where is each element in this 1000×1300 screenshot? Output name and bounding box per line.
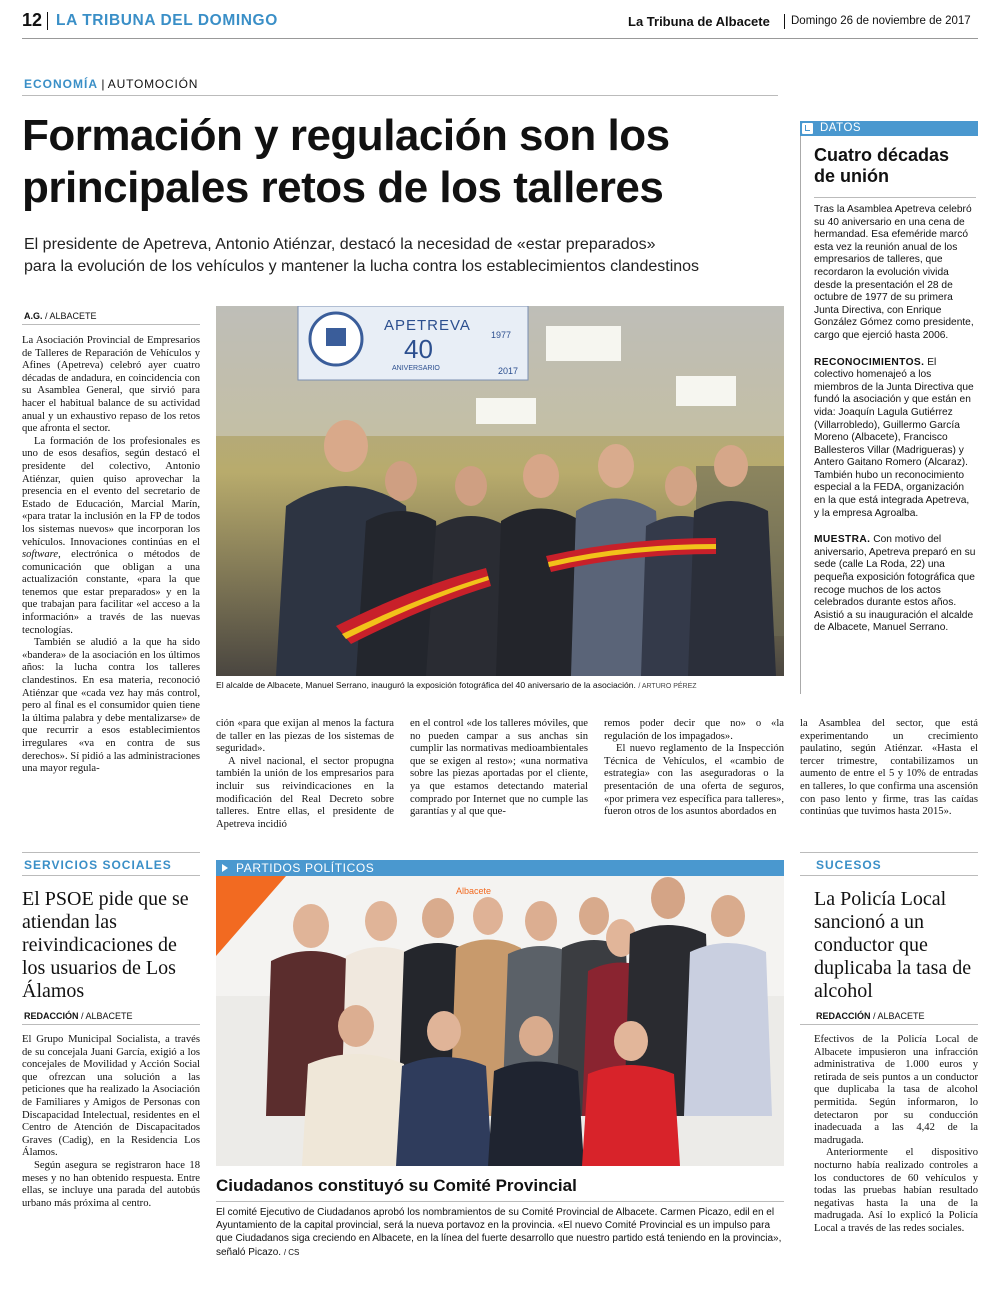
ciudadanos-photo	[216, 876, 784, 1166]
byline-author: REDACCIÓN	[816, 1011, 871, 1021]
main-subhead	[24, 234, 699, 278]
newspaper-name: La Tribuna de Albacete	[628, 14, 770, 29]
datos-tag	[800, 121, 978, 136]
issue-date: Domingo 26 de noviembre de 2017	[791, 15, 971, 27]
photo-credit: / ARTURO PÉREZ	[638, 683, 697, 690]
banner-number: 40	[404, 334, 433, 364]
header-rule	[22, 38, 978, 39]
subhead-line-1: El presidente de Apetreva, Antonio Atiénzar, destacó la necesidad de «estar preparados»	[24, 236, 656, 253]
paragraph: Efectivos de la Policía Local de Albacete impusieron una infracción administrativa de 1.000 euros y retirada de seis puntos a un conductor que duplicaba la tasa de alcohol permitida. Según informaron, lo detectaron por su conducción inadecuada a las 4,42 de la madrugada.	[814, 1034, 978, 1146]
photo-sign: Albacete	[456, 886, 492, 896]
sidebar-paragraph-text: El colectivo homenajeó a los miembros de la Junta Directiva que fundó la asociación y que están en vida: Joaquín Lagula Gutiérrez (Villarrobledo), Guillermo García Moreno (Albacete), Francisco Ballesteros Villar (Madrigueras) y Antero Gaitano Romero (Alcaraz). También hubo un reconocimiento especial a la FEDA, organización en la que está integrada Apetreva, y la empresa Agroalba.	[814, 356, 974, 519]
banner-title: APETREVA	[384, 317, 471, 334]
right-story-headline: La Policía Local sancionó a un conductor que duplicaba la tasa de alcohol	[814, 888, 972, 1002]
main-byline	[24, 311, 97, 321]
left-story-body	[22, 1034, 200, 1210]
main-column-2	[216, 718, 394, 848]
paragraph-text: , electrónica o métodos de comunicación que obligan a una actualización constante, «para la que tenemos que estar preparados» y en la que trabajan para facilitar «el acceso a la información» a través de las nuevas tecnologías.	[22, 549, 200, 636]
left-byline-rule	[22, 1024, 200, 1025]
section-label: ECONOMÍA | AUTOMOCIÓN	[24, 77, 199, 91]
header-separator	[47, 12, 48, 30]
byline-author: REDACCIÓN	[24, 1011, 79, 1021]
left-story-byline	[24, 1011, 133, 1021]
section-rule	[22, 95, 778, 96]
ribbon-cutting-photo	[216, 306, 784, 676]
sidebar-paragraph: Tras la Asamblea Apetreva celebró su 40 aniversario en una cena de hermandad. Esa efeméride marcó esta vez la reunión anual de los empresarios de talleres, que recordaron la evolución vivida desde la presentación el 28 de octubre de 1977 de su primera Junta Directiva, con Enrique González Gómez como presidente, cargo que ejerció hasta 2006.	[814, 204, 974, 341]
center-story-text: El comité Ejecutivo de Ciudadanos aprobó los nombramientos de su Comité Provincial de Albacete. Carmen Picazo, edil en el Ayuntamiento de la capital provincial, será la nueva portavoz en la provincia. «El nuevo Comité Provincial es un impulso para que Ciudadanos siga creciendo en Albacete, en la línea del fuerte desarrollo que nuestro partido está teniendo en la provincia», señaló Picazo.	[216, 1207, 782, 1258]
left-story-headline: El PSOE pide que se atiendan las reivindicaciones de los usuarios de Los Álamos	[22, 888, 189, 1002]
sidebar-label: MUESTRA.	[814, 534, 871, 546]
caption-text: El alcalde de Albacete, Manuel Serrano, inauguró la exposición fotográfica del 40 aniversario de la asociación.	[216, 680, 636, 690]
paragraph: en el control «de los talleres móviles, que no pueden campar a sus anchas sin cumplir las normativas medioambientales que se exigen al resto»; «una normativa sobre las piezas aportadas por el cliente, ya que estamos detectando material comprado por Internet que no cumple las garantías y al que que-	[410, 718, 588, 818]
sidebar-title: Cuatro décadas de unión	[814, 145, 950, 186]
main-column-4	[604, 718, 784, 848]
right-story-byline	[816, 1011, 925, 1021]
sidebar-paragraph	[814, 357, 976, 521]
page-number: 12	[22, 10, 43, 30]
sidebar-border	[800, 136, 801, 694]
paragraph: También se aludió a la que ha sido «bandera» de la asociación en los últimos años: la lucha contra los talleres clandestinos. En esa materia, reconoció Atiénzar que «cada vez hay más control, pero al final es el consumidor quien tiene la última palabra y debe mentalizarse» de que recurrir a esos establecimientos irregulares «va en contra de sus derechos». Sí pidió a las administraciones una mayor regula-	[22, 637, 200, 775]
arrow-icon	[222, 864, 228, 872]
byline-place: / ALBACETE	[81, 1011, 133, 1021]
main-column-3	[410, 718, 588, 848]
paragraph: Según asegura se registraron hace 18 meses y no han obtenido respuesta. Entre ellas, se incluye una parada del autobús urbano más próxima al centro.	[22, 1159, 200, 1209]
sidebar-body	[814, 204, 976, 635]
main-photo	[216, 306, 784, 676]
banner-year-end: 2017	[498, 366, 519, 376]
sucesos-label: SUCESOS	[816, 858, 882, 872]
main-photo-caption	[216, 680, 784, 690]
paragraph: la Asamblea del sector, que está experimentando un crecimiento paulatino, según Atiénzar. «Hasta el tercer trimestre, contabilizamos un aumento de entre el 5 y 10% de entradas en talleres, lo que confirma una ascensión con paso lento y firme, tras las caídas continúas que tuvimos hasta 2015».	[800, 718, 978, 818]
banner-sub: ANIVERSARIO	[392, 365, 440, 372]
center-story-body	[216, 1206, 782, 1259]
byline-place: / ALBACETE	[45, 311, 97, 321]
byline-rule	[22, 324, 200, 325]
servicios-sociales-label: SERVICIOS SOCIALES	[24, 858, 172, 872]
subhead-line-2: para la evolución de los vehículos y mantener la lucha contra los establecimientos clandestinos	[24, 258, 700, 275]
headline-line-1: Formación y regulación son los	[22, 111, 670, 160]
paragraph: ción «para que exijan al menos la factura de taller en las piezas de los sistemas de seguridad».	[216, 718, 394, 755]
byline-place: / ALBACETE	[873, 1011, 925, 1021]
sidebar-title-rule	[814, 197, 976, 198]
center-story-credit: / CS	[283, 1247, 300, 1257]
subsection-automocion: AUTOMOCIÓN	[107, 77, 199, 91]
right-story-rule	[800, 875, 978, 876]
paragraph: A nivel nacional, el sector propugna también la unión de los empresarios para incluir sus reivindicaciones en la modificación del Real Decreto sobre talleres. Entre ellas, el presidente de Apetreva incidió	[216, 755, 394, 830]
bottom-rule-left	[22, 852, 200, 853]
paragraph-emphasis: software	[22, 549, 59, 561]
header-separator-2	[784, 14, 785, 29]
banner-year-start: 1977	[491, 330, 512, 340]
paragraph-text: La formación de los profesionales es uno de esos desafíos, según destacó el presidente del colectivo, Antonio Atiénzar, quien quiso aprovechar la presencia en el evento del secretario de Estado de Educación, Marcial Marín, «para tratar la inclusión en la FP de todos los sistemas nuevos» que incorporan los vehículos. Innovaciones continúas en el	[22, 435, 200, 548]
center-headline-rule	[216, 1201, 784, 1202]
bottom-rule-right	[800, 852, 978, 853]
main-headline	[22, 110, 670, 214]
sidebar-label: RECONOCIMIENTOS.	[814, 356, 925, 368]
group-photo	[216, 876, 784, 1166]
center-story-headline: Ciudadanos constituyó su Comité Provincial	[216, 1176, 577, 1195]
right-byline-rule	[800, 1024, 978, 1025]
left-story-rule	[22, 875, 200, 876]
main-column-1	[22, 335, 200, 852]
sidebar-paragraph-text: Con motivo del aniversario, Apetreva preparó en su sede (calle La Roda, 22) una pequeña exposición fotográfica que recoge muchos de los actos celebrados durante estos años. Asistió a su inauguración el alcalde de Albacete, Manuel Serrano.	[814, 534, 976, 634]
right-story-body	[814, 1034, 978, 1236]
datos-label: DATOS	[820, 122, 862, 134]
paragraph: Anteriormente el dispositivo nocturno había realizado controles a los conductores de 60 vehículos y todas las pruebas habían resultado negativas hasta la una de la madrugada. Así lo explicó la Policía Local a través de las redes sociales.	[814, 1147, 978, 1234]
section-economia: ECONOMÍA	[24, 77, 98, 91]
main-column-5	[800, 718, 978, 848]
paragraph: El nuevo reglamento de la Inspección Técnica de Vehículos, el «cambio de estrategia» con las aseguradoras o la presentación de una oferta de seguros, «por primera vez específica para talleres», fueron otros de los asuntos abordados en	[604, 743, 784, 818]
paragraph: remos poder decir que no» o «la regulación de los impagados».	[604, 718, 784, 742]
byline-author: A.G.	[24, 311, 43, 321]
sidebar-paragraph	[814, 534, 976, 635]
datos-icon	[802, 123, 813, 134]
paragraph: La Asociación Provincial de Empresarios de Talleres de Reparación de Vehículos y Afines (Apetreva) celebró ayer cuatro décadas de andadura, en coincidencia con su Asamblea General, que sirvió para hacer el habitual balance de su actividad anual y un exhaustivo repaso de los retos que afronta el sector.	[22, 335, 200, 435]
apetreva-banner	[298, 306, 528, 380]
headline-line-2: principales retos de los talleres	[22, 163, 664, 212]
partidos-label: PARTIDOS POLÍTICOS	[236, 861, 375, 875]
partidos-tag	[216, 860, 784, 876]
paragraph	[22, 436, 200, 638]
paragraph: El Grupo Municipal Socialista, a través de su concejala Juani García, exigió a los concejales de Movilidad y Acción Social que ofrezcan una solución a las peticiones que ha realizado la Asociación de Familiares y Amigos de Personas con Discapacidad Intelectual, residentes en el Centro de Atención de Discapacitados Graves (Cadig), en la Residencia Los Álamos.	[22, 1034, 200, 1159]
supplement-title: LA TRIBUNA DEL DOMINGO	[56, 12, 278, 29]
